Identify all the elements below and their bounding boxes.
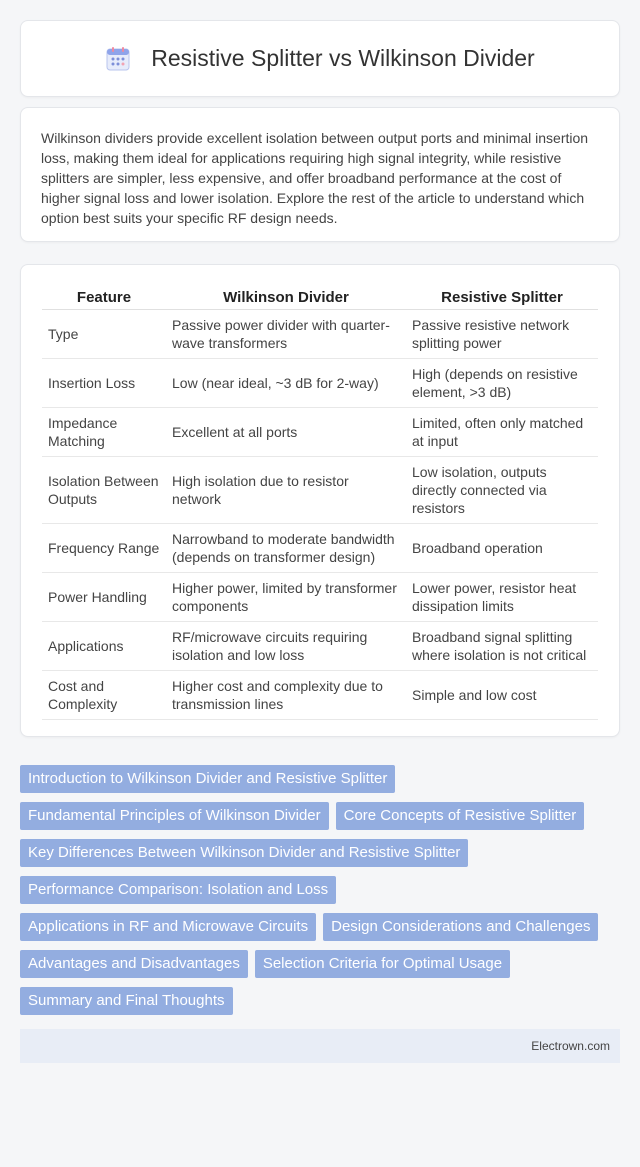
table-row — [42, 573, 598, 622]
table-header-row — [42, 287, 598, 310]
topic-link[interactable]: Fundamental Principles of Wilkinson Divider — [20, 802, 329, 830]
cell-resistive: High (depends on resistive element, >3 dB) — [406, 359, 598, 408]
topic-link[interactable]: Applications in RF and Microwave Circuits — [20, 913, 316, 941]
cell-wilkinson: Passive power divider with quarter-wave transformers — [166, 310, 406, 359]
topic-link[interactable]: Advantages and Disadvantages — [20, 950, 248, 978]
cell-resistive: Simple and low cost — [406, 671, 598, 720]
intro-section — [20, 107, 620, 242]
topic-link[interactable]: Performance Comparison: Isolation and Loss — [20, 876, 336, 904]
cell-feature: Power Handling — [42, 573, 166, 622]
page-title: Resistive Splitter vs Wilkinson Divider — [151, 45, 535, 71]
cell-wilkinson: Narrowband to moderate bandwidth (depends on transformer design) — [166, 524, 406, 573]
topic-link[interactable]: Key Differences Between Wilkinson Divider and Resistive Splitter — [20, 839, 468, 867]
cell-resistive: Passive resistive network splitting power — [406, 310, 598, 359]
table-row — [42, 359, 598, 408]
cell-resistive: Broadband signal splitting where isolation is not critical — [406, 622, 598, 671]
cell-feature: Frequency Range — [42, 524, 166, 573]
cell-feature: Type — [42, 310, 166, 359]
table-row — [42, 524, 598, 573]
cell-feature: Isolation Between Outputs — [42, 457, 166, 524]
table-row — [42, 671, 598, 720]
topic-link[interactable]: Core Concepts of Resistive Splitter — [336, 802, 585, 830]
cell-feature: Insertion Loss — [42, 359, 166, 408]
table-row — [42, 622, 598, 671]
column-header-wilkinson: Wilkinson Divider — [166, 287, 406, 310]
table-row — [42, 310, 598, 359]
cell-resistive: Low isolation, outputs directly connected via resistors — [406, 457, 598, 524]
table-row — [42, 408, 598, 457]
cell-wilkinson: Excellent at all ports — [166, 408, 406, 457]
footer-site-name: Electrown.com — [531, 1039, 610, 1053]
comparison-table — [42, 287, 598, 720]
calendar-grid-icon — [105, 46, 131, 72]
cell-feature: Applications — [42, 622, 166, 671]
cell-feature: Cost and Complexity — [42, 671, 166, 720]
topic-link[interactable]: Design Considerations and Challenges — [323, 913, 598, 941]
topic-link[interactable]: Introduction to Wilkinson Divider and Resistive Splitter — [20, 765, 395, 793]
column-header-resistive: Resistive Splitter — [406, 287, 598, 310]
cell-wilkinson: Higher power, limited by transformer components — [166, 573, 406, 622]
cell-wilkinson: Low (near ideal, ~3 dB for 2-way) — [166, 359, 406, 408]
cell-resistive: Lower power, resistor heat dissipation limits — [406, 573, 598, 622]
cell-wilkinson: RF/microwave circuits requiring isolation and low loss — [166, 622, 406, 671]
topic-link[interactable]: Selection Criteria for Optimal Usage — [255, 950, 510, 978]
page-header — [20, 20, 620, 97]
table-row — [42, 457, 598, 524]
cell-feature: Impedance Matching — [42, 408, 166, 457]
intro-text: Wilkinson dividers provide excellent isolation between output ports and minimal insertion loss, making them ideal for applications requiring high signal integrity, while resistive splitters are simpler, less expensive, and offer broadband performance at the cost of higher signal loss and lower isolation. Explore the rest of the article to understand which option best suits your specific RF design needs. — [41, 130, 589, 226]
cell-wilkinson: Higher cost and complexity due to transmission lines — [166, 671, 406, 720]
topic-link[interactable]: Summary and Final Thoughts — [20, 987, 233, 1015]
cell-wilkinson: High isolation due to resistor network — [166, 457, 406, 524]
column-header-feature: Feature — [42, 287, 166, 310]
cell-resistive: Limited, often only matched at input — [406, 408, 598, 457]
topic-links — [20, 765, 620, 1015]
comparison-table-card — [20, 264, 620, 737]
footer — [20, 1029, 620, 1063]
cell-resistive: Broadband operation — [406, 524, 598, 573]
